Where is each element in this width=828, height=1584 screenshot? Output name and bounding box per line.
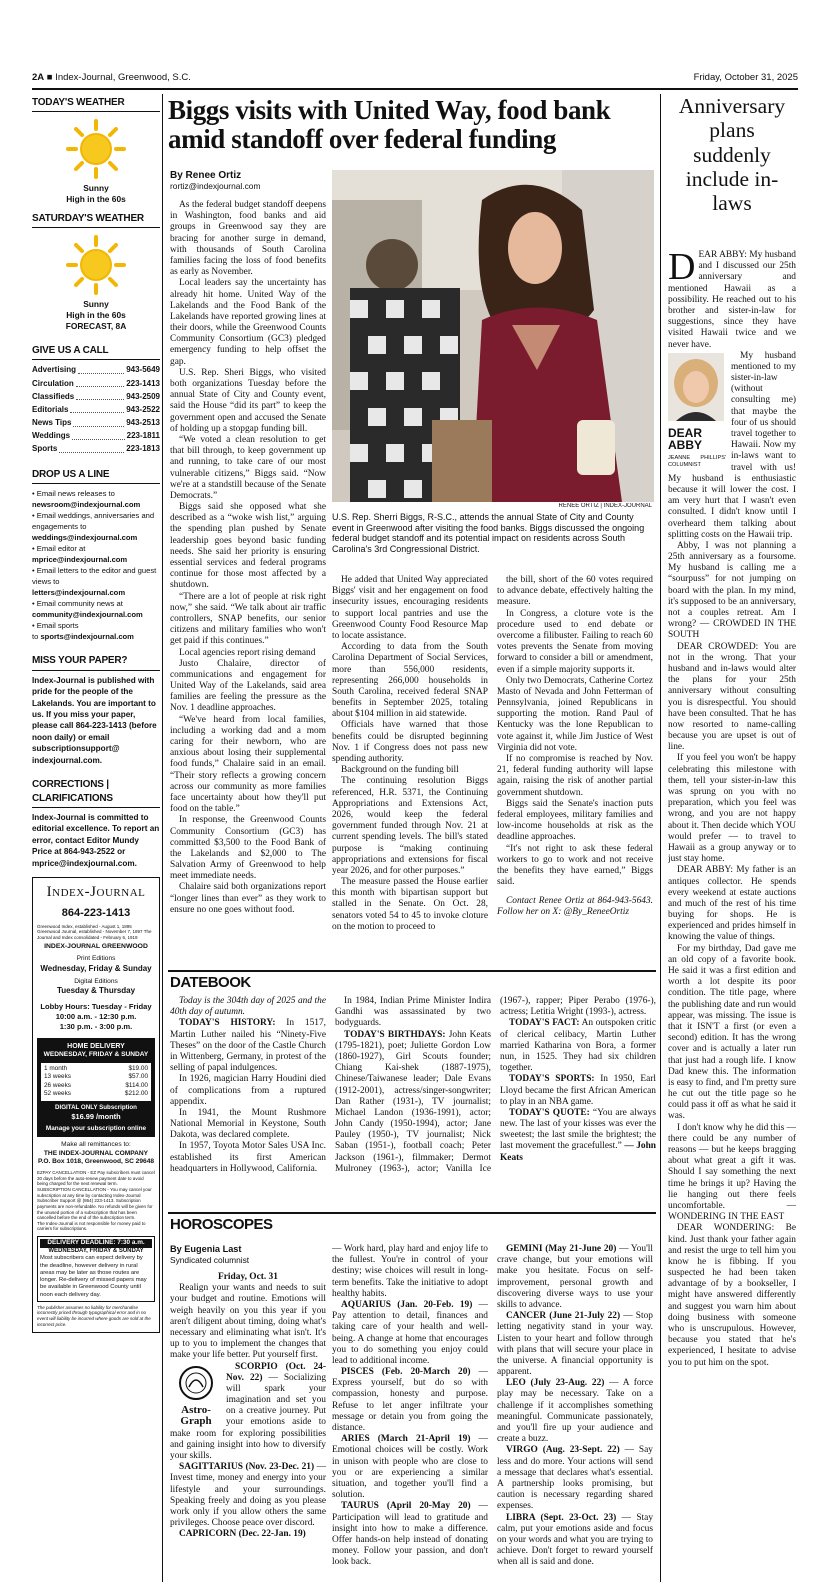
abby-byline: JEANNE PHILLIPS' COLUMNIST — [668, 455, 726, 468]
sun-icon — [65, 118, 127, 180]
columnist-box — [668, 353, 726, 469]
contact-emails: • Email news releases to newsroom@indexjournal.com • Email weddings, anniversaries and engagements to weddings@indexjournal.com • Email editor at mprice@indexjournal.com • Email letters to the editor and guest views to letters@indexjournal.com • Email community news at community@indexjournal.com • Email sports to sports@indexjournal.com — [32, 488, 160, 642]
page-header — [32, 68, 798, 86]
phone-row: Circulation 223-1413 — [32, 378, 160, 388]
header-rule — [32, 88, 798, 90]
horoscope-heading: HOROSCOPES — [170, 1216, 273, 1233]
email-link[interactable]: sports@indexjournal.com — [40, 632, 134, 642]
article-column-1: As the federal budget standoff deepens in Washington, food banks and aid groups in Greenwood say they are bracing for another surge in demand, with thousands of South Carolina families facing the loss of food benefits as early as November. Local leaders say the uncertainty has already hit home. United Way of the Lakelands and the Food Bank of the Lakelands have reported growing lines at their doors, while the Greenwood Counts Community Consortium (GC3) pledged emergency funding to help offset the gap. U.S. Rep. Sheri Biggs, who visited both organizations Tuesday before the annual State of City and County event, said the House “did its part” to keep the government open and accused the Senate of holding up a stopgap funding bill. “We voted a clean resolution to get that bill through, to keep government up and running, to take care of our most vulnerable citizens,” Biggs said. “Now we're at a standstill because of the Senate Democrats.” Biggs said she opposed what she described as a “woke wish list,” arguing the spending plan pushed by Senate leadership goes beyond basic funding needs. She said her priority is ensuring essential services and federal programs continue for those most affected by a shutdown. “There are a lot of people at risk right now,” she said. “We talk about air traffic controllers, SNAP benefits, our senior citizens and military families who won't get paid if this continues.” Local agencies report rising demand Justo Chalaire, director of communications and engagement for United Way of the Lakelands, said area families are feeling the pressure as the Nov. 1 deadline approaches. “We've heard from local families, including a working dad and a mom caring for their newborn, who are anxious about losing their supplemental food funds,” Chalaire said in an email. “Their story reflects a growing concern across our community as more families face uncertainty about how they'll put food on the table.” In response, the Greenwood Counts Community Consortium (GC3) has committed $3,500 to the Food Bank of the Lakelands and $2,000 to The Salvation Army of Greenwood to help meet immediate needs. Chalaire said both organizations report “longer lines than ever” as they work to ensure no one goes without food. — [170, 200, 326, 915]
article-photo — [332, 170, 654, 502]
page-number: 2A — [32, 71, 45, 83]
miss-paper-text: Index-Journal is published with pride for the people of the Lakelands. You are important to us. If you miss your paper, please call 864-223-1413 (before noon daily) or email subscriptionsupport@ indexjournal.com. — [32, 675, 157, 765]
horoscope-column-3: GEMINI (May 21-June 20) — You'll crave change, but your emotions will make you hesitate. Focus on self-improvement, personal growth and discovering diverse ways to use your skills to advance. CANCER (June 21-July 22) — Stop letting negativity stand in your way. Listen to your heart and follow through with plans that will secure your place in the universe. A financial opportunity is apparent. LEO (July 23-Aug. 22) — A force play may be necessary. Take on a challenge if it accomplishes something meaningful. Communicate passionately, and you'll fire up your audience and create a buzz. VIRGO (Aug. 23-Sept. 22) — Say less and do more. Your actions will send a message that declares what's essential. A partnership looks promising, but caution is necessary regarding shared expenses. LIBRA (Sept. 23-Oct. 23) — Stay calm, put your emotions aside and focus on your words and what you are trying to achieve. Don't forget to reward yourself when all is said and done. — [497, 1244, 653, 1568]
horoscope-column-2: — Work hard, play hard and enjoy life to the fullest. You're in control of your destiny; wise choices will result in long-term benefits. Take the initiative to adopt healthy habits. AQUARIUS (Jan. 20-Feb. 19) — Pay attention to detail, finances and taking care of your health and well-being. A change at home that encourages you to do something you enjoy could lead to additional income. PISCES (Feb. 20-March 20) — Express yourself, but do so with compassion, honesty and purpose. Refuse to let anger infiltrate your message or detain you from going the distance. ARIES (March 21-April 19) — Emotional choices will be costly. Work in unison with people who are close to you or are experiencing a similar situation, and together you'll find a solution. TAURUS (April 20-May 20) — Participation will lead to gratitude and insight into how to make a difference. Offer hands-on help instead of donating money. Follow your passion, and don't look back. — [332, 1244, 488, 1568]
abby-headline: Anniversary plans suddenly include in-laws — [678, 94, 786, 216]
datebook-heading: DATEBOOK — [170, 974, 251, 991]
delivery-deadline-box: DELIVERY DEADLINE: 7:30 a.m. WEDNESDAY, FRIDAY & SUNDAY Most subscribers can expect delivery by the deadline, however delivery in rural areas may be later as those routes are longer. Re-delivery of missed papers may be available in Greenwood County until noon each delivery day. — [37, 1236, 155, 1302]
weather-today-heading: TODAY'S WEATHER — [32, 96, 160, 112]
email-link[interactable]: community@indexjournal.com — [32, 610, 143, 620]
horoscope-byline: By Eugenia Last Syndicated columnist — [170, 1244, 250, 1266]
phone-row: Classifieds 943-2509 — [32, 391, 160, 401]
corrections-heading: CORRECTIONS | CLARIFICATIONS — [32, 778, 160, 807]
issue-date: Friday, October 31, 2025 — [693, 71, 798, 83]
photo-credit: RENEE ORTIZ | INDEX-JOURNAL — [558, 503, 652, 509]
astrograph-logo: Astro-Graph — [170, 1365, 222, 1428]
abby-divider — [660, 94, 661, 1582]
today-high: High in the 60s — [66, 194, 126, 205]
email-link[interactable]: weddings@indexjournal.com — [32, 533, 138, 543]
drop-line-heading: DROP US A LINE — [32, 468, 160, 484]
article-column-3: the bill, short of the 60 votes required to advance debate, effectively halting the measure. In Congress, a cloture vote is the procedure used to end debate or overcome a filibuster. Failing to reach 60 votes prevents the Senate from moving forward to consider a bill or amendment, even if a simple majority supports it. Only two Democrats, Catherine Cortez Masto of Nevada and John Fetterman of Pennsylvania, joined Republicans in supporting the motion. Rand Paul of Kentucky was the lone Republican to vote against it, while Jim Justice of West Virginia did not vote. If no compromise is reached by Nov. 21, federal funding authority will lapse again, raising the risk of another partial government shutdown. Biggs said the Senate's inaction puts federal employees, military families and low-income households at risk as the deadline approaches. “It's not right to ask these federal workers to go to work and not receive the benefits they have earned,” Biggs said. Contact Renee Ortiz at 864-943-5643. Follow her on X: @By_ReneeOrtiz — [497, 575, 653, 918]
article-headline: Biggs visits with United Way, food bank amid standoff over federal funding — [168, 96, 611, 155]
email-link[interactable]: newsroom@indexjournal.com — [32, 500, 141, 510]
phone-list — [32, 364, 160, 456]
phone-row: Sports 223-1813 — [32, 444, 160, 454]
corrections-text: Index-Journal is committed to editorial excellence. To report an error, contact Editor Mundy Price at 864-943-2522 or mprice@indexjournal.com. — [32, 812, 160, 868]
datebook-rule — [168, 970, 656, 972]
columnist-photo — [668, 353, 724, 421]
sidebar-divider — [162, 94, 163, 1582]
left-sidebar — [32, 94, 160, 1584]
author-email[interactable]: rortiz@indexjournal.com — [170, 181, 261, 191]
phone-row: Advertising 943-5649 — [32, 365, 160, 375]
sat-condition: Sunny — [83, 299, 109, 310]
horoscope-rule — [168, 1212, 656, 1214]
datebook-body: Today is the 304th day of 2025 and the 40th day of autumn. TODAY'S HISTORY: In 1517, Martin Luther nailed his “Ninety-Five Theses” on the door of the Castle Church in Wittenberg, Germany, in protest of the selling of papal indulgences. In 1926, magician Harry Houdini died of complications from a ruptured appendix. In 1941, the Mount Rushmore National Memorial in Keystone, South Dakota, was declared complete. In 1957, Toyota Motor Sales USA Inc. established its first American headquarters in Hollywood, California. In 1984, Indian Prime Minister Indira Gandhi was assassinated by two bodyguards. TODAY'S BIRTHDAYS: John Keats (1795-1821), poet; Juliette Gordon Low (1860-1927), Girl Scouts founder; Chiang Kai-shek (1887-1975), Chinese/Taiwanese leader; Dale Evans (1912-2001), actress/singer-songwriter; Dan Rather (1931-), TV journalist; Michael Landon (1936-1991), actor; John Candy (1950-1994), actor; Jane Pauley (1950-), TV journalist; Nick Saban (1951-), football coach; Peter Jackson (1961-), filmmaker; Dermot Mulroney (1963-), actor; Vanilla Ice (1967-), rapper; Piper Perabo (1976-), actress; Letitia Wright (1993-), actress. TODAY'S FACT: An outspoken critic of clerical celibacy, Martin Luther married Katharina von Bora, a former nun, in 1525. They had six children together. TODAY'S SPORTS: In 1950, Earl Lloyd became the first African American to play in an NBA game. TODAY'S QUOTE: “You are always new. The last of your kisses was ever the sweetest; the last smile the brightest; the last movement the gracefullest.” — John Keats — [170, 996, 656, 1174]
email-link[interactable]: mprice@indexjournal.com — [32, 555, 128, 565]
paper-name: Index-Journal, Greenwood, S.C. — [55, 71, 191, 83]
manage-subscription-link[interactable]: Manage your subscription online — [45, 1124, 147, 1132]
weather-sat-heading: SATURDAY'S WEATHER — [32, 212, 160, 228]
contact-line: Contact Renee Ortiz at 864-943-5643. Follow her on X: @By_ReneeOrtiz — [497, 896, 653, 918]
phone-row: Weddings 223-1811 — [32, 431, 160, 441]
dear-label: DEAR ABBY — [668, 425, 703, 453]
masthead-phone: 864-223-1413 — [61, 907, 131, 919]
author-name: By Renee Ortiz — [170, 170, 242, 181]
masthead-logo: Index-Journal — [46, 884, 146, 901]
abby-column: D EAR ABBY: My husband and I discussed our 25th anniversary and mentioned Hawaii as a possibility. He reached out to his brother and sister-in-law for suggestions, since they have visited Hawaii twice and we never have. DEAR ABBY JEANNE PHILLIPS' COLUMNIST My husband mentioned to my sister-in-law (without consulting me) that maybe the four of us should travel together to Hawaii. Now my in-laws want to travel with us! My husband is enthusiastic because it will lower the cost. I am very hurt that I wasn't even consulted. I didn't know until I overheard them talking about splitting costs on the Hawaii trip. Abby, I was not planning a 25th anniversary as a foursome. My husband is calling me a “sourpuss” for not jumping on board with the plan. In my mind, it's supposed to be an anniversary, not a couples retreat. Am I wrong? — CROWDED IN THE SOUTH DEAR CROWDED: You are not in the wrong. That your husband and in-laws would alter the plans for your 25th anniversary without consulting you is disrespectful. You should have been consulted. That he has now resorted to name-calling because you are upset is out of line. If you feel you won't be happy celebrating this milestone with them, tell your sister-in-law this was sprung on you with no preparation, which you feel was wrong, and you are not happy about it. Then decide which YOU would prefer — to travel to Hawaii as a group anyway or to just stay home. DEAR ABBY: My father is an antiques collector. He spends every weekend at estate auctions and much of the rest of his time buying for shops. He is experienced and prides himself in knowing the value of things. For my birthday, Dad gave me an old copy of a favorite book. He said it was a first edition and worth a lot despite its poor condition. The title page, where the publishing date and run would appear, was missing. The issue is that it ISN'T a first (or even a second) edition. It has the wrong cover and is actually a later run that just had a rough life. I know Dad knew this. The information is easy to find, and I'm pretty sure he cut out the title page so he could pass it off as what he said it was. I don't know why he did this — there could be any number of reasons — but he keeps bragging about what great a gift it was. Should I say something the next time he brings it up? Having the lie hanging out there feels uncomfortable. — WONDERING IN THE EAST DEAR WONDERING: Be kind. Just thank your father again and resist the urge to tell him you know he is fibbing. If you suspected he had been taken advantage of by a bookseller, I might have answered differently and suggest you warn him about doing business with someone who is unscrupulous. However, because you stated that he's experienced, I hesitate to advise you to put him on the spot. — [668, 250, 796, 1368]
photo-caption: U.S. Rep. Sherri Biggs, R-S.C., attends the annual State of City and County event in Greenwood after visiting the food banks. Biggs discussed the ongoing federal budget standoff and its potential impact on residents across South Carolina's 3rd Congressional District. — [332, 512, 645, 554]
sun-icon — [65, 234, 127, 296]
horoscope-column-1: Friday, Oct. 31 Realign your wants and needs to suit your budget and routine. Emotions will weigh heavily on you this year if you aren't diligent about timing, doing what's necessary and eliminating what isn't. It's up to you to implement the changes that make your life better. Put yourself first. Astro-Graph SCORPIO (Oct. 24-Nov. 22) — Socializing will spark your imagination and set you on a creative journey. Put your emotions aside to make room for exploring possibilities and gaining insight into how to diversify your skills. SAGITTARIUS (Nov. 23-Dec. 21) — Invest time, money and energy into your lifestyle and your surroundings. Speaking freely and doing as you please work only if you allow others the same privileges. Choose peace over discord. CAPRICORN (Dec. 22-Jan. 19) — [170, 1272, 326, 1540]
email-link[interactable]: letters@indexjournal.com — [32, 588, 126, 598]
astrograph-icon — [174, 1365, 218, 1401]
header-left: 2A ■ Index-Journal, Greenwood, S.C. — [32, 71, 191, 83]
phone-row: Editorials 943-2522 — [32, 404, 160, 414]
masthead-box: Index-Journal 864-223-1413 Greenwood Index, established - August 1, 1895 Greenwood Journal, established - November 7, 1897 The Journal and Index consolidated - February 6, 1919 INDEX-JOURNAL GREENWOOD Print Editions Wednesday, Friday & Sunday Digital Editions Tuesday & Thursday Lobby Hours: Tuesday - Friday 10:00 a.m. - 12:30 p.m. 1:30 p.m. - 3:00 p.m. HOME DELIVERY WEDNESDAY, FRIDAY & SUNDAY 1 month $19.00 13 weeks $57.00 26 weeks $114.00 52 weeks $212.00 DIGITAL ONLY Subscription $16.99 /month Manage your subscription online Make all remittances to: THE INDEX-JOURNAL COMPANY P.O. Box 1018, Greenwood, SC 29648 EZPAY CANCELLATION - EZ Pay subscribers must cancel 30 days before the auto-renew payment date to avoid being charged for the next renewal term. SUBSCRIPTION CANCELLATION - You may cancel your subscription at any time by contacting Index-Journal Subscriber Support @ (864) 223-1413. Subscription payments are non-refundable. No refunds will be given for the unused portion of a subscription that has been cancelled before the end of the subscription term. The Index-Journal is not responsible for money paid to carriers for subscriptions. DELIVERY DEADLINE: 7:30 a.m. WEDNESDAY, FRIDAY & SUNDAY Most subscribers can expect delivery by the deadline, however delivery in rural areas may be later as those routes are longer. Re-delivery of missed papers may be available in Greenwood County until noon each delivery day. The publisher assumes no liability for merchandise incorrectly priced through typographical error and in no event will liability be incurred where goods are sold at the incorrect price. — [32, 877, 160, 1333]
forecast-ref: FORECAST, 8A — [65, 321, 127, 332]
miss-paper-heading: MISS YOUR PAPER? — [32, 654, 160, 670]
article-column-2: He added that United Way appreciated Biggs' visit and her engagement on food insecurity issues, encouraging residents to support local pantries and use the Greenwood County Food Resource Map to locate assistance. According to data from the South Carolina Department of Social Services, more than 556,000 residents, representing 266,000 households in South Carolina, received federal SNAP benefits in September 2025, totaling about $104 million in aid statewide. Officials have warned that those benefits could be disrupted beginning Nov. 1 if Congress does not pass new spending authority. Background on the funding bill The continuing resolution Biggs referenced, H.R. 5371, the Continuing Appropriations and Extensions Act, 2026, would keep the federal government funded through Nov. 21 at current spending levels. The bill's stated purpose is “making continuing appropriations and extensions for fiscal year 2026, and for other purposes.” The measure passed the House earlier this month with bipartisan support but stalled in the Senate. On Oct. 28, senators voted 54 to 45 to invoke cloture on the motion to proceed to — [332, 575, 488, 932]
today-condition: Sunny — [83, 183, 109, 194]
drop-cap: D — [668, 250, 696, 288]
give-call-heading: GIVE US A CALL — [32, 344, 160, 360]
sat-high: High in the 60s — [66, 310, 126, 321]
article-byline — [170, 170, 260, 191]
home-delivery-box: HOME DELIVERY WEDNESDAY, FRIDAY & SUNDAY 1 month $19.00 13 weeks $57.00 26 weeks $114.00 52 weeks $212.00 DIGITAL ONLY Subscription $16.99 /month Manage your subscription online — [37, 1038, 155, 1137]
phone-row: News Tips 943-2513 — [32, 418, 160, 428]
